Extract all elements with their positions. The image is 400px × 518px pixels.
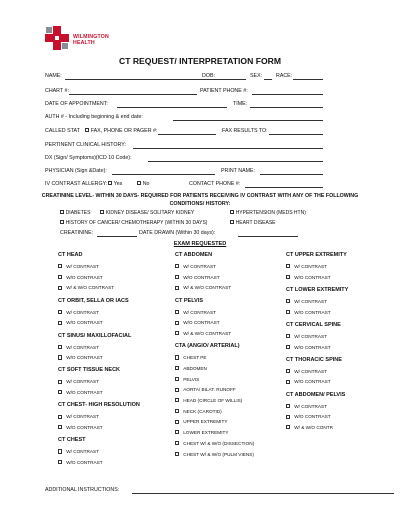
exam-checkbox[interactable]: [58, 310, 62, 314]
allergy-no-checkbox[interactable]: [137, 181, 141, 185]
section-ct-lower-extremity: CT LOWER EXTREMITY: [286, 286, 349, 293]
exam-option-cta-angio-arterial-chest-w-w-o-dissection[interactable]: [175, 441, 254, 446]
exam-option-cta-angio-arterial-pelvis[interactable]: [175, 377, 199, 382]
auth-field[interactable]: [173, 120, 323, 121]
clinical-history-field[interactable]: [133, 148, 323, 149]
exam-option-label: W/ CONTRAST: [294, 333, 327, 339]
exam-option-ct-upper-extremity-w-contrast[interactable]: [286, 264, 327, 269]
exam-option-cta-angio-arterial-abdomen[interactable]: [175, 366, 207, 371]
exam-option-ct-cervical-spine-w-contrast[interactable]: [286, 334, 327, 339]
exam-requested-title: EXAM REQUESTED: [173, 241, 227, 247]
condition-diabetes[interactable]: DIABETES: [60, 210, 90, 216]
exam-option-label: W/O CONTRAST: [66, 274, 103, 280]
exam-checkbox[interactable]: [175, 310, 179, 314]
exam-option-label: W/ & W/O CONTRAST: [66, 285, 115, 291]
exam-checkbox[interactable]: [58, 380, 62, 384]
physician-label: PHYSICIAN (Sign &Date):: [45, 168, 107, 174]
exam-option-label: W/O CONTRAST: [294, 274, 331, 280]
exam-option-label: W/O CONTRAST: [66, 390, 103, 396]
date-drawn-label: DATE DRAWN (Within 30 days):: [139, 230, 216, 236]
exam-option-label: UPPER EXTREMITY: [183, 419, 228, 425]
exam-option-label: W/ CONTRAST: [294, 298, 327, 304]
dob-field[interactable]: [217, 79, 246, 80]
exam-checkbox[interactable]: [58, 425, 62, 429]
exam-option-cta-angio-arterial-chest-w-w-o-pulm-viens[interactable]: [175, 452, 254, 457]
section-ct-soft-tissue-neck: CT SOFT TISSUE NECK: [58, 367, 121, 374]
exam-checkbox[interactable]: [286, 369, 290, 373]
hypertension-checkbox[interactable]: [230, 210, 234, 214]
cancer-checkbox[interactable]: [60, 220, 64, 224]
exam-checkbox[interactable]: [58, 460, 62, 464]
condition-cancer[interactable]: HISTORY OF CANCER/ CHEMOTHERAPY (WITHIN 30 DAYS): [60, 220, 207, 226]
exam-checkbox[interactable]: [286, 334, 290, 338]
brand-line2: HEALTH: [73, 40, 95, 46]
exam-option-ct-thoracic-spine-w-contrast[interactable]: [286, 369, 327, 374]
exam-option-label: W/ CONTRAST: [66, 414, 99, 420]
exam-checkbox[interactable]: [175, 409, 179, 413]
exam-option-ct-upper-extremity-w-o-contrast[interactable]: [286, 275, 331, 280]
wilmington-health-logo: [44, 25, 124, 55]
exam-option-label: W/ CONTRAST: [66, 264, 99, 269]
dob-label: DOB:: [202, 73, 215, 79]
fax-phone-pager-field[interactable]: [158, 134, 216, 135]
clinical-history-label: PERTINENT CLINICAL HISTORY:: [45, 142, 126, 148]
creatinine-field[interactable]: [97, 236, 137, 237]
sex-label: SEX:: [250, 73, 263, 79]
dx-field[interactable]: [148, 161, 323, 162]
exam-checkbox[interactable]: [175, 398, 179, 402]
exam-checkbox[interactable]: [286, 275, 290, 279]
exam-option-ct-abdomen-pelvis-w-o-contrast[interactable]: [286, 414, 331, 419]
dx-label: DX (Sign/ Symptoms)(ICD 10 Code):: [45, 155, 132, 161]
exam-option-ct-orbit-sella-or-iacs-w-contrast[interactable]: [58, 310, 99, 315]
exam-option-label: PELVIS: [183, 376, 200, 382]
exam-option-cta-angio-arterial-aorta-bilat-runoff[interactable]: [175, 387, 236, 392]
creatinine-heading: CREATININE LEVEL- WITHIN 30 DAYS- REQUIRED FOR PATIENTS RECEIVING IV CONTRAST WITH ANY OF THE FOLLOWING CONDITIONS/ HISTORY:: [41, 193, 359, 207]
exam-option-ct-abdomen-pelvis-w-w-o-contr[interactable]: [286, 425, 333, 430]
exam-option-ct-head-w-contrast[interactable]: [58, 264, 99, 269]
exam-checkbox[interactable]: [175, 321, 179, 325]
exam-option-label: W/O CONTRAST: [294, 344, 331, 350]
allergy-no-option[interactable]: No: [137, 181, 149, 187]
section-cta-angio-arterial: CTA (ANGIO/ ARTERIAL): [175, 343, 240, 350]
exam-option-ct-sinus-maxillofacial-w-contrast[interactable]: [58, 345, 99, 350]
exam-option-ct-lower-extremity-w-o-contrast[interactable]: [286, 310, 331, 315]
exam-option-ct-lower-extremity-w-contrast[interactable]: [286, 299, 327, 304]
print-name-label: PRINT NAME:: [221, 168, 256, 174]
chart-label: CHART #:: [45, 88, 69, 94]
exam-option-label: W/ CONTRAST: [183, 309, 216, 315]
allergy-yes-checkbox[interactable]: [108, 181, 112, 185]
exam-checkbox[interactable]: [175, 275, 179, 279]
exam-checkbox[interactable]: [58, 449, 62, 453]
exam-option-ct-soft-tissue-neck-w-o-contrast[interactable]: [58, 390, 103, 395]
section-ct-chest-high-resolution: CT CHEST- HIGH RESOLUTION: [58, 402, 140, 409]
called-stat-label: CALLED STAT: [45, 128, 80, 134]
exam-checkbox[interactable]: [175, 441, 179, 445]
exam-option-label: W/ CONTRAST: [294, 264, 327, 269]
heart-checkbox[interactable]: [230, 220, 234, 224]
kidney-checkbox[interactable]: [100, 210, 104, 214]
exam-option-ct-chest-high-resolution-w-contrast[interactable]: [58, 414, 99, 419]
date-appt-field[interactable]: [117, 107, 227, 108]
time-field[interactable]: [250, 107, 323, 108]
exam-option-label: NECK (CAROTID): [183, 408, 222, 414]
exam-option-ct-chest-high-resolution-w-o-contrast[interactable]: [58, 425, 103, 430]
exam-option-ct-sinus-maxillofacial-w-o-contrast[interactable]: [58, 355, 103, 360]
exam-option-label: CHEST W/ & W/O (DISSECTION): [183, 440, 255, 446]
exam-checkbox[interactable]: [286, 380, 290, 384]
exam-checkbox[interactable]: [58, 345, 62, 349]
exam-option-label: W/O CONTRAST: [66, 320, 103, 326]
exam-option-ct-chest-w-o-contrast[interactable]: [58, 460, 103, 465]
exam-option-label: CHEST PE: [183, 355, 207, 361]
exam-option-cta-angio-arterial-upper-extremity[interactable]: [175, 419, 227, 424]
section-ct-upper-extremity: CT UPPER EXTREMITY: [286, 252, 347, 258]
exam-checkbox[interactable]: [175, 420, 179, 424]
exam-checkbox[interactable]: [286, 425, 290, 429]
exam-option-label: W/O CONTRAST: [294, 414, 331, 420]
exam-option-ct-abdomen-pelvis-w-contrast[interactable]: [286, 404, 327, 409]
exam-option-label: W/ & W/O CONTRAST: [183, 331, 232, 336]
section-ct-chest: CT CHEST: [58, 437, 86, 444]
exam-option-label: ABDOMEN: [183, 365, 207, 371]
form-title: CT REQUEST/ INTERPRETATION FORM: [118, 56, 281, 66]
exam-checkbox[interactable]: [58, 264, 62, 268]
fax-results-label: FAX RESULTS TO:: [222, 128, 268, 134]
exam-checkbox[interactable]: [58, 355, 62, 359]
date-appt-label: DATE OF APPOINTMENT:: [45, 101, 108, 107]
exam-checkbox[interactable]: [58, 390, 62, 394]
exam-checkbox[interactable]: [58, 415, 62, 419]
contact-phone-field[interactable]: [245, 187, 323, 188]
exam-option-ct-head-w-o-contrast[interactable]: [58, 275, 103, 280]
contact-phone-label: CONTACT PHONE #:: [189, 181, 241, 187]
print-name-field[interactable]: [260, 174, 323, 175]
called-stat-checkbox[interactable]: [85, 128, 89, 132]
exam-option-cta-angio-arterial-chest-pe[interactable]: [175, 355, 207, 360]
exam-checkbox[interactable]: [175, 377, 179, 381]
exam-option-cta-angio-arterial-neck-carotid[interactable]: [175, 409, 222, 414]
exam-option-label: W/ & W/O CONTRAST: [183, 285, 232, 291]
iv-allergy-label: IV CONTRAST ALLERGY:: [45, 181, 108, 187]
exam-option-label: HEAD (CIRCLE OF WILLIS): [183, 398, 243, 403]
allergy-yes-option[interactable]: Yes: [108, 181, 122, 187]
exam-option-label: W/O CONTRAST: [66, 425, 103, 430]
condition-kidney[interactable]: KIDNEY DISEASE/ SOLITARY KIDNEY: [100, 210, 194, 216]
exam-checkbox[interactable]: [175, 286, 179, 290]
fax-results-field[interactable]: [269, 134, 323, 135]
race-field[interactable]: [293, 79, 323, 80]
exam-checkbox[interactable]: [286, 264, 290, 268]
condition-hypertension[interactable]: HYPERTENSION (MEDS HTN): [230, 210, 306, 216]
section-ct-abdomen: CT ABDOMEN: [175, 252, 213, 258]
exam-option-label: W/ CONTRAST: [183, 264, 216, 269]
exam-option-ct-pelvis-w-contrast[interactable]: [175, 310, 216, 315]
exam-option-ct-cervical-spine-w-o-contrast[interactable]: [286, 345, 331, 350]
exam-option-label: W/O CONTRAST: [183, 274, 220, 280]
exam-checkbox[interactable]: [175, 331, 179, 335]
section-ct-sinus-maxillofacial: CT SINUS/ MAXILLOFACIAL: [58, 332, 132, 339]
exam-option-ct-head-w-w-o-contrast[interactable]: [58, 285, 114, 290]
additional-field[interactable]: [132, 493, 394, 494]
exam-checkbox[interactable]: [58, 286, 62, 290]
exam-checkbox[interactable]: [58, 275, 62, 279]
exam-option-label: W/O CONTRAST: [294, 309, 331, 315]
exam-option-label: W/ CONTRAST: [294, 368, 327, 374]
diabetes-checkbox[interactable]: [60, 210, 64, 214]
exam-checkbox[interactable]: [286, 310, 290, 314]
exam-option-label: W/O CONTRAST: [294, 379, 331, 385]
exam-option-label: W/ CONTRAST: [294, 403, 327, 409]
section-ct-head: CT HEAD: [58, 252, 83, 258]
cross-logo-icon: [44, 25, 70, 51]
exam-checkbox[interactable]: [286, 299, 290, 303]
brand-line1: WILMINGTON: [73, 34, 109, 40]
exam-option-ct-chest-w-contrast[interactable]: [58, 449, 99, 454]
auth-label: AUTH # - Including beginning & end date:: [45, 114, 143, 120]
exam-option-label: W/O CONTRAST: [183, 320, 220, 326]
exam-option-label: W/ CONTRAST: [66, 344, 99, 350]
creatinine-label: CREATININE:: [60, 230, 94, 236]
exam-option-ct-soft-tissue-neck-w-contrast[interactable]: [58, 379, 99, 384]
chart-field[interactable]: [69, 94, 197, 95]
exam-option-ct-abdomen-w-contrast[interactable]: [175, 264, 216, 269]
exam-checkbox[interactable]: [175, 355, 179, 359]
exam-option-label: CHEST W/ & W/O (PULM VIENS): [183, 451, 254, 457]
exam-option-label: W/O CONTRAST: [66, 459, 103, 465]
exam-option-label: W/ CONTRAST: [66, 379, 99, 385]
exam-checkbox[interactable]: [175, 264, 179, 268]
called-stat-option[interactable]: FAX, PHONE OR PAGER #:: [85, 128, 157, 134]
exam-checkbox[interactable]: [175, 452, 179, 456]
section-ct-orbit-sella-or-iacs: CT ORBIT, SELLA OR IACS: [58, 297, 129, 304]
exam-option-label: AORTA/ BILAT. RUNOFF: [183, 387, 236, 393]
exam-option-cta-angio-arterial-lower-extremity[interactable]: [175, 430, 229, 435]
physician-field[interactable]: [112, 174, 215, 175]
exam-option-label: W/ CONTRAST: [66, 449, 99, 455]
exam-checkbox[interactable]: [175, 430, 179, 434]
exam-checkbox[interactable]: [286, 345, 290, 349]
additional-label: ADDITIONAL INSTRUCTIONS:: [45, 487, 120, 493]
exam-checkbox[interactable]: [175, 366, 179, 370]
exam-checkbox[interactable]: [286, 404, 290, 408]
race-label: RACE:: [276, 73, 293, 79]
section-ct-cervical-spine: CT CERVICAL SPINE: [286, 321, 341, 328]
exam-option-ct-orbit-sella-or-iacs-w-o-contrast[interactable]: [58, 320, 103, 325]
name-field[interactable]: [65, 79, 240, 80]
exam-option-ct-abdomen-w-w-o-contrast[interactable]: [175, 285, 231, 290]
sex-field[interactable]: [264, 79, 272, 80]
exam-checkbox[interactable]: [58, 321, 62, 325]
exam-option-ct-pelvis-w-w-o-contrast[interactable]: [175, 331, 231, 336]
time-label: TIME:: [233, 101, 248, 107]
section-ct-thoracic-spine: CT THORACIC SPINE: [286, 356, 342, 363]
exam-option-label: W/O CONTRAST: [66, 355, 103, 361]
exam-checkbox[interactable]: [286, 415, 290, 419]
exam-option-ct-abdomen-w-o-contrast[interactable]: [175, 275, 220, 280]
name-label: NAME:: [45, 73, 62, 79]
exam-option-ct-thoracic-spine-w-o-contrast[interactable]: [286, 379, 331, 384]
condition-heart[interactable]: HEART DISEASE: [230, 220, 276, 226]
exam-option-label: W/ CONTRAST: [66, 309, 99, 315]
section-ct-abdomen-pelvis: CT ABDOMEN/ PELVIS: [286, 391, 346, 398]
section-ct-pelvis: CT PELVIS: [175, 297, 204, 304]
exam-option-cta-angio-arterial-head-circle-of-willis[interactable]: [175, 398, 242, 403]
date-drawn-field[interactable]: [238, 236, 298, 237]
exam-option-label: W/ & W/O CONTR: [294, 425, 333, 430]
exam-option-label: LOWER EXTREMITY: [183, 430, 229, 436]
exam-option-ct-pelvis-w-o-contrast[interactable]: [175, 320, 220, 325]
patient-phone-field[interactable]: [252, 94, 323, 95]
exam-checkbox[interactable]: [175, 388, 179, 392]
patient-phone-label: PATIENT PHONE #:: [200, 88, 248, 94]
